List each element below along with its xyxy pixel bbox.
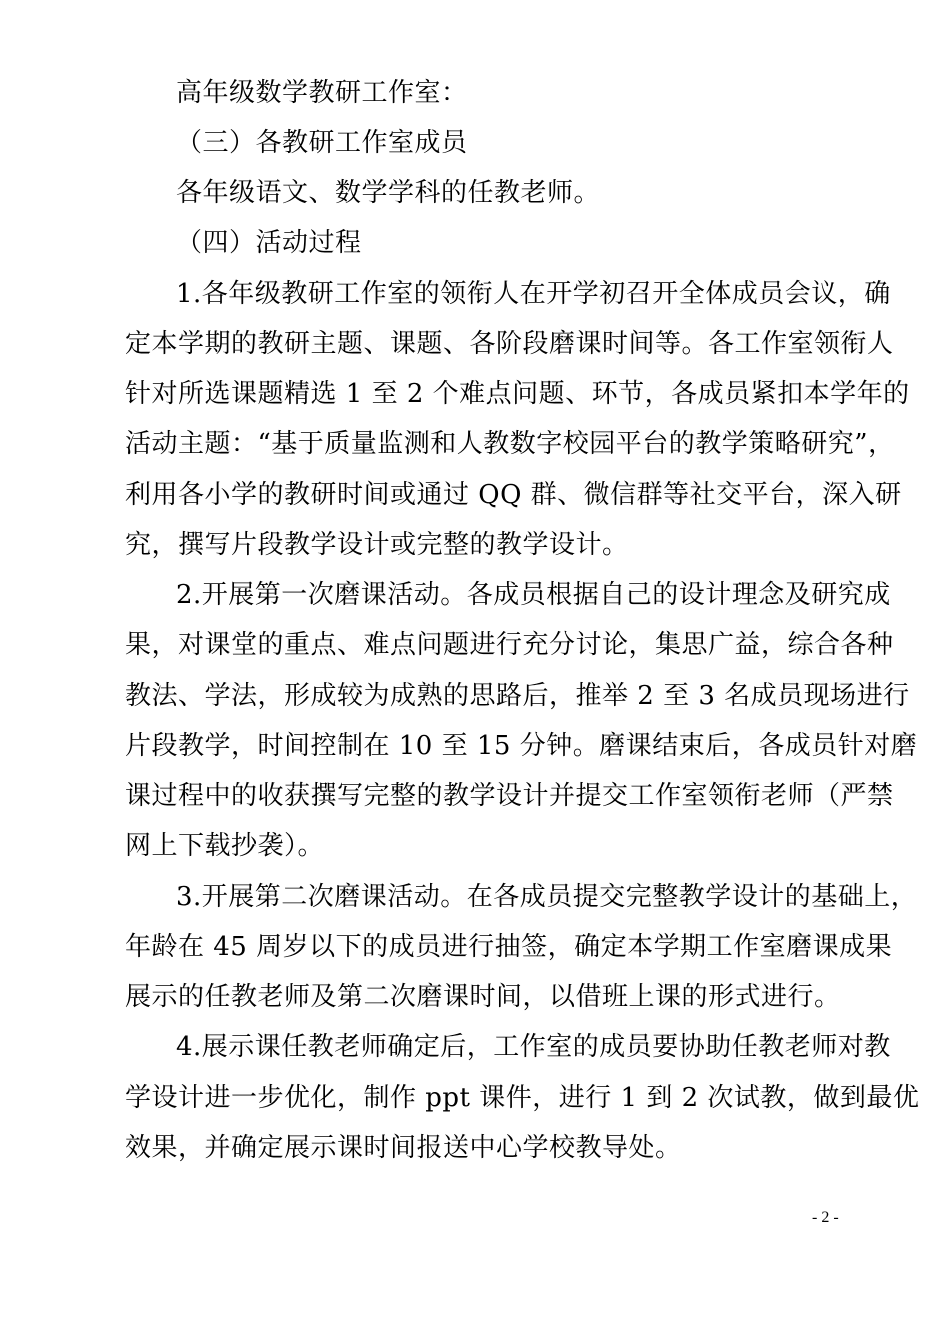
paragraph-line: 果，对课堂的重点、难点问题进行充分讨论，集思广益，综合各种 bbox=[125, 630, 894, 660]
paragraph-line: 效果，并确定展示课时间报送中心学校教导处。 bbox=[125, 1133, 682, 1163]
section-heading: （三）各教研工作室成员 bbox=[176, 128, 468, 158]
section-heading: （四）活动过程 bbox=[176, 228, 362, 258]
paragraph-line: 1.各年级教研工作室的领衔人在开学初召开全体成员会议，确 bbox=[176, 279, 891, 309]
page-number: - 2 - bbox=[812, 1209, 839, 1226]
paragraph-line: 定本学期的教研主题、课题、各阶段磨课时间等。各工作室领衔人 bbox=[125, 329, 894, 359]
paragraph-line: 高年级数学教研工作室： bbox=[176, 78, 468, 108]
paragraph-line: 2.开展第一次磨课活动。各成员根据自己的设计理念及研究成 bbox=[176, 580, 891, 610]
paragraph-line: 教法、学法，形成较为成熟的思路后，推举 2 至 3 名成员现场进行 bbox=[125, 681, 910, 711]
paragraph-line: 活动主题：“基于质量监测和人教数字校园平台的教学策略研究”， bbox=[125, 429, 895, 459]
paragraph-line: 课过程中的收获撰写完整的教学设计并提交工作室领衔老师（严禁 bbox=[125, 781, 894, 811]
paragraph-line: 针对所选课题精选 1 至 2 个难点问题、环节，各成员紧扣本学年的 bbox=[125, 379, 910, 409]
paragraph-line: 3.开展第二次磨课活动。在各成员提交完整教学设计的基础上， bbox=[176, 882, 918, 912]
paragraph-line: 各年级语文、数学学科的任教老师。 bbox=[176, 178, 601, 208]
paragraph-line: 展示的任教老师及第二次磨课时间，以借班上课的形式进行。 bbox=[125, 982, 841, 1012]
paragraph-line: 利用各小学的教研时间或通过 QQ 群、微信群等社交平台，深入研 bbox=[125, 480, 902, 510]
paragraph-line: 年龄在 45 周岁以下的成员进行抽签，确定本学期工作室磨课成果 bbox=[125, 932, 893, 962]
paragraph-line: 4.展示课任教老师确定后，工作室的成员要协助任教老师对教 bbox=[176, 1032, 891, 1062]
paragraph-line: 究，撰写片段教学设计或完整的教学设计。 bbox=[125, 530, 629, 560]
paragraph-line: 片段教学，时间控制在 10 至 15 分钟。磨课结束后，各成员针对磨 bbox=[125, 731, 918, 761]
paragraph-line: 网上下载抄袭）。 bbox=[125, 831, 325, 861]
paragraph-line: 学设计进一步优化，制作 ppt 课件，进行 1 到 2 次试教，做到最优 bbox=[125, 1083, 920, 1113]
